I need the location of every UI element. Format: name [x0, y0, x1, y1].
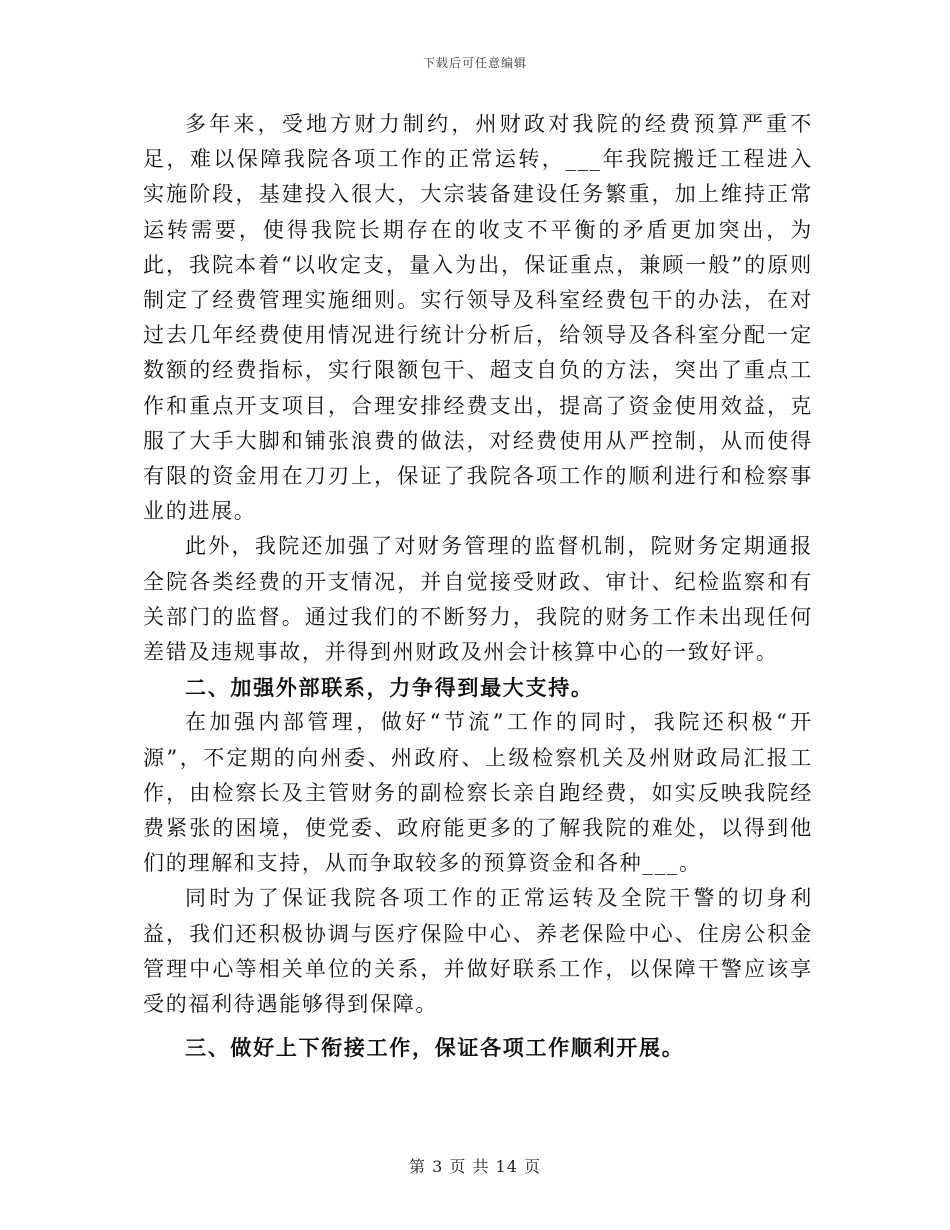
page-header-note: 下载后可任意编辑 — [422, 56, 527, 70]
page-number: 第 3 页 共 14 页 — [409, 1157, 541, 1176]
section-heading-external-contact: 二、加强外部联系，力争得到最大支持。 — [185, 675, 594, 701]
document-body — [143, 107, 813, 1065]
paragraph-open-source: 在加强内部管理，做好“节流”工作的同时，我院还积极“开源”，不定期的向州委、州政府、上级检察机关及州财政局汇报工作，由检察长及主管财务的副检察长亲自跑经费，如实反映我院经费紧张的困境，使党委、政府能更多的了解我院的难处，以得到他们的理解和支持，从而争取较多的预算资金和各种___。 — [143, 710, 813, 876]
paragraph-coordination: 同时为了保证我院各项工作的正常运转及全院干警的切身利益，我们还积极协调与医疗保险中心、养老保险中心、住房公积金管理中心等相关单位的关系，并做好联系工作，以保障干警应该享受的福利待遇能够得到保障。 — [143, 886, 813, 1017]
section-heading-coordination: 三、做好上下衔接工作，保证各项工作顺利开展。 — [185, 1035, 685, 1061]
paragraph-budget-management: 多年来，受地方财力制约，州财政对我院的经费预算严重不足，难以保障我院各项工作的正常运转，___年我院搬迁工程进入实施阶段，基建投入很大，大宗装备建设任务繁重，加上维持正常运转需要，使得我院长期存在的收支不平衡的矛盾更加突出，为此，我院本着“以收定支，量入为出，保证重点，兼顾一般”的原则制定了经费管理实施细则。实行领导及科室经费包干的办法，在对过去几年经费使用情况进行统计分析后，给领导及各科室分配一定数额的经费指标，实行限额包干、超支自负的方法，突出了重点工作和重点开支项目，合理安排经费支出，提高了资金使用效益，克服了大手大脚和铺张浪费的做法，对经费使用从严控制，从而使得有限的资金用在刀刃上，保证了我院各项工作的顺利进行和检察事业的进展。 — [143, 112, 813, 524]
paragraph-supervision: 此外，我院还加强了对财务管理的监督机制，院财务定期通报全院各类经费的开支情况，并自觉接受财政、审计、纪检监察和有关部门的监督。通过我们的不断努力，我院的财务工作未出现任何差错及违规事故，并得到州财政及州会计核算中心的一致好评。 — [143, 534, 813, 665]
